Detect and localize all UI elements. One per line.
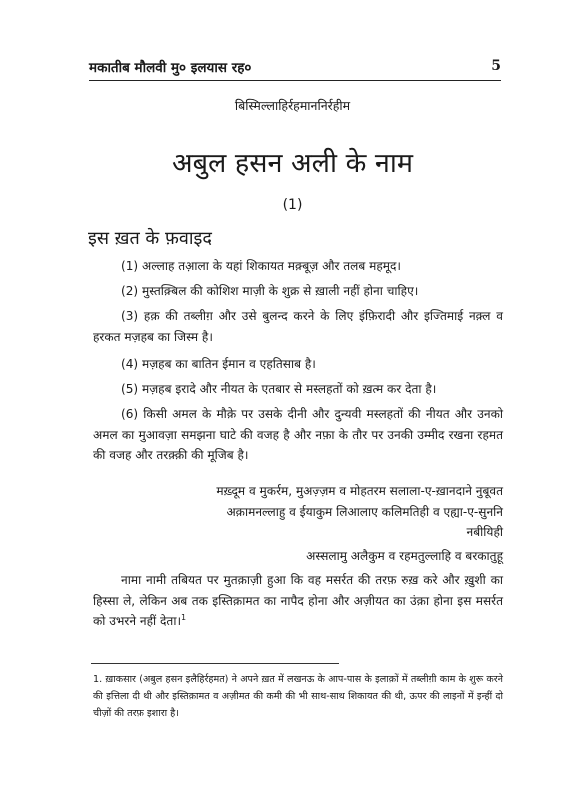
header-title: मकातीब मौलवी मु० इलयास रह० bbox=[89, 60, 252, 76]
salutation-line: नबीयिही bbox=[466, 525, 503, 539]
footnote-divider bbox=[91, 663, 339, 664]
section-heading: इस ख़त के फ़वाइद bbox=[88, 228, 212, 249]
salutation-line: अक़ामनल्लाहु व ईयाकुम लिआलाए कलिमतिही व एह्या-ए-सुननि bbox=[226, 504, 503, 519]
footnote: 1. ख़ाकसार (अबुल हसन इलैहिर्रहमत) ने अपने ख़त में लखनऊ के आप-पास के इलाक़ों में तब्लीग़ी काम के शुरू करने की इत्तिला दी थी और इस्तिक़ामत व अज़ीमत की कमी की भी साथ-साथ शिकायत की थी, ऊपर की लाइनों में इन्हीं दो चीज़ों की तरफ़ इशारा है। bbox=[93, 674, 503, 719]
header-divider bbox=[89, 80, 501, 81]
greeting-line: अस्सलामु अलैकुम व रहमतुल्लाहि व बरकातुहू bbox=[306, 549, 503, 563]
footnote-marker: 1 bbox=[181, 612, 187, 622]
salutation-line: मख़्दूम व मुकर्रम, मुअज़्ज़म व मोहतरम सलाला-ए-ख़ानदाने नुबूवत bbox=[216, 484, 503, 498]
letter-body-text: नामा नामी तबियत पर मुतक़ाज़ी हुआ कि वह मसर्रत की तरफ़ रुख़ करे और ख़ुशी का हिस्सा ले, लेकिन अब तक इस्तिक़ामत का नापैद होना और अज़ीयत का उंक़ा होना इस मसर्रत को उभरने नहीं देता। bbox=[93, 573, 503, 628]
list-item: (4) मज़हब का बातिन ईमान व एहतिसाब है। bbox=[121, 357, 316, 371]
running-header bbox=[89, 58, 501, 80]
letter-number: (1) bbox=[282, 197, 303, 213]
list-item: (1) अल्लाह तआ़ला के यहां शिकायत मक़्बूज़ और तलब महमूद। bbox=[121, 259, 401, 273]
letter-body bbox=[93, 570, 503, 632]
page-number: 5 bbox=[491, 58, 501, 74]
chapter-title: अबुल हसन अली के नाम bbox=[171, 148, 414, 179]
list-item: (2) मुस्तक़्बिल की कोशिश माज़ी के शुक्र से ख़ाली नहीं होना चाहिए। bbox=[121, 284, 419, 298]
list-item: (5) मज़हब इरादे और नीयत के एतबार से मस्लहतों को ख़त्म कर देता है। bbox=[121, 382, 437, 396]
list-item: (6) किसी अमल के मौक़े पर उसके दीनी और दुन्यवी मस्लहतों की नीयत और उनको अमल का मुआवज़ा समझना घाटे की वजह है और नफ़ा के तौर पर उनकी उम्मीद रखना रहमत की वजह और तरक़्क़ी की मूजिब है। bbox=[93, 407, 503, 462]
list-item: (3) हक़ की तब्लीग़ और उसे बुलन्द करने के लिए इंफ़िरादी और इज्तिमाई नक़्ल व हरकत मज़हब का जिस्म है। bbox=[93, 309, 503, 344]
salutation-block bbox=[93, 481, 503, 543]
bismillah-line: बिस्मिल्लाहिर्रहमाननिर्रहीम bbox=[234, 98, 351, 113]
